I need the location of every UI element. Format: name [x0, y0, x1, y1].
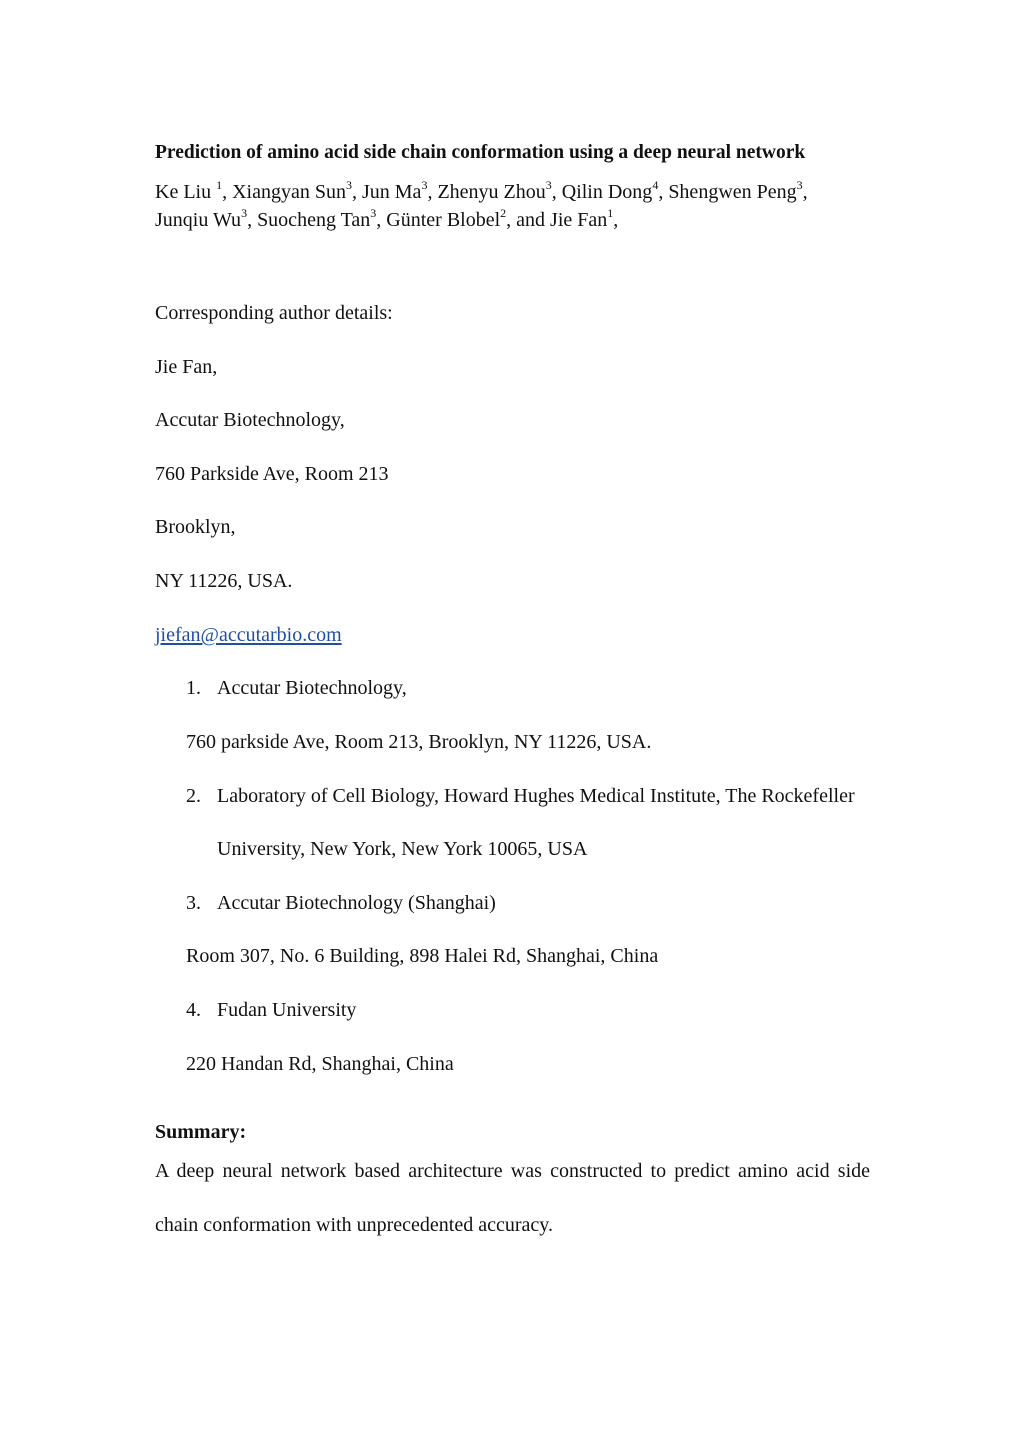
summary-text-line-2: chain conformation with unprecedented accuracy.: [155, 1214, 553, 1236]
author: Junqiu Wu$^3$,: [155, 206, 258, 231]
affiliation-number: 3.: [186, 892, 201, 914]
author: Shengwen Peng$^3$,: [668, 178, 808, 203]
author-list-line-1: [155, 180, 808, 204]
affiliation-number: 2.: [186, 785, 201, 807]
corresponding-city: Brooklyn,: [155, 516, 236, 538]
author: Jun Ma$^3$,: [361, 178, 438, 203]
corresponding-heading: Corresponding author details:: [155, 302, 393, 324]
author: Ke Liu $^1$,: [155, 178, 233, 203]
author-list-line-2: [155, 208, 618, 232]
paper-title: Prediction of amino acid side chain conformation using a deep neural network: [155, 142, 806, 163]
affiliation-number: 1.: [186, 677, 201, 699]
affiliation-number: 4.: [186, 999, 201, 1021]
affiliation-4-line2: 220 Handan Rd, Shanghai, China: [186, 1053, 454, 1075]
corresponding-street: 760 Parkside Ave, Room 213: [155, 463, 389, 485]
affiliation-2-line2: University, New York, New York 10065, USA: [217, 838, 588, 860]
affiliation-1-line1: 1. Accutar Biotechnology,: [186, 677, 407, 699]
author: Xiangyan Sun$^3$,: [232, 178, 362, 203]
corresponding-email-link[interactable]: jiefan@accutarbio.com: [155, 624, 342, 646]
corresponding-org: Accutar Biotechnology,: [155, 409, 345, 431]
summary-heading: Summary:: [155, 1121, 247, 1143]
author: Qilin Dong$^4$,: [561, 178, 669, 203]
author: Jie Fan$^1$,: [550, 206, 619, 231]
affiliation-2-line1: 2. Laboratory of Cell Biology, Howard Hughes Medical Institute, The Rockefeller: [186, 785, 855, 807]
author: Günter Blobel$^2$, and: [386, 206, 551, 231]
corresponding-name: Jie Fan,: [155, 356, 218, 378]
author: Zhenyu Zhou$^3$,: [437, 178, 562, 203]
affiliation-1-line2: 760 parkside Ave, Room 213, Brooklyn, NY 11226, USA.: [186, 731, 652, 753]
corresponding-state-zip: NY 11226, USA.: [155, 570, 293, 592]
affiliation-3-line1: 3. Accutar Biotechnology (Shanghai): [186, 892, 496, 914]
affiliation-3-line2: Room 307, No. 6 Building, 898 Halei Rd, Shanghai, China: [186, 945, 659, 967]
affiliation-4-line1: 4. Fudan University: [186, 999, 357, 1021]
author: Suocheng Tan$^3$,: [257, 206, 387, 231]
summary-text-line-1: A deep neural network based architecture was constructed to predict amino acid side: [155, 1160, 870, 1182]
